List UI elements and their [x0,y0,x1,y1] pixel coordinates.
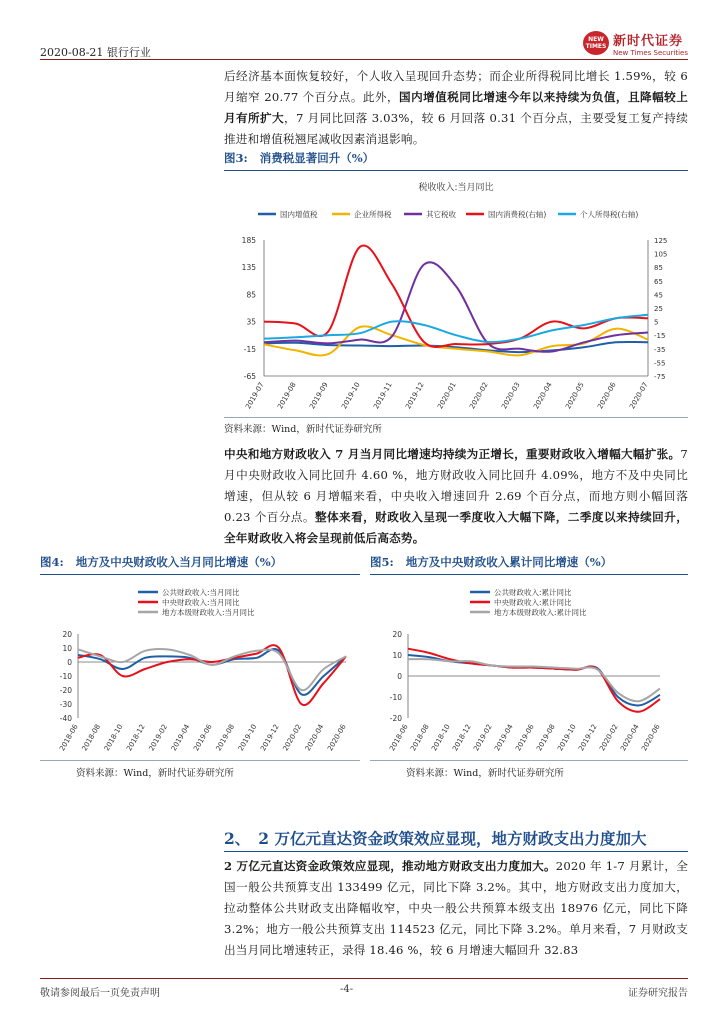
y-tick-1: 10 [62,644,72,653]
y-tick-2: 0 [67,658,72,667]
logo [583,30,688,56]
y-left-tick-0: 185 [241,236,256,245]
legend-label-2: 地方本级财政收入:累计同比 [494,608,587,617]
figure3-source: 资料来源：Wind，新时代证券研究所 [224,424,382,435]
x-tick-9: 2019-12 [577,723,599,753]
figure4-source-rule [40,760,360,761]
x-tick-8: 2019-10 [236,723,259,753]
y-tick-4: -20 [59,686,72,695]
x-tick-3: 2019-10 [340,381,362,411]
x-tick-7: 2019-08 [535,723,557,753]
figure5-caption: 地方及中央财政收入累计同比增速（%） [405,555,613,569]
figure5-chart [370,578,688,758]
para1-bold-1: 国内增值税同比增速今年以来持续为负值，且降幅较上月有所扩大 [224,90,688,125]
x-tick-11: 2020-04 [619,723,641,753]
y-tick-3: -10 [59,672,72,681]
x-tick-3: 2018-12 [125,723,147,753]
header-date-industry: 2020-08-21 银行行业 [40,46,151,59]
para1-text-2: ，7 月同比回落 3.03%，较 6 月回落 0.31 个百分点，主要受复工复产持续推进和增值税翘尾减收因素消退影响。 [224,111,688,146]
x-tick-9: 2019-12 [259,723,281,753]
y-tick-0: 20 [392,630,402,639]
para2-bold-2: 整体来看，财政收入呈现一季度收入大幅下降，二季度以来持续回升，全年财政收入将会呈现前低后高态势。 [224,510,689,545]
x-tick-10: 2020-02 [281,723,304,753]
series-line-3 [264,245,648,346]
y-right-tick-6: 5 [654,318,659,327]
y-left-tick-4: -15 [243,344,256,354]
legend-label-2: 其它税收 [426,210,456,219]
x-tick-12: 2020-06 [640,723,662,753]
figure3-title-rule [224,170,688,171]
x-tick-0: 2018-06 [388,723,410,753]
x-tick-4: 2019-02 [472,723,494,753]
series-line-1 [408,649,660,712]
y-tick-2: 0 [397,672,402,681]
legend-label-2: 地方本级财政收入:当月同比 [162,608,255,617]
para3-bold-1: 2 万亿元直达资金政策效应显现，推动地方财政支出力度加大。 [224,859,556,873]
section2-title: 2 万亿元直达资金政策效应显现，地方财政支出力度加大 [258,829,647,848]
footer-rule [40,978,688,979]
figure3-label: 图3: [224,151,248,165]
series-line-4 [264,315,648,342]
y-tick-0: 20 [62,630,72,639]
y-tick-5: -30 [59,700,72,709]
x-tick-2: 2019-09 [308,381,330,411]
y-tick-4: -20 [389,714,402,723]
legend-label-0: 国内增值税 [280,210,318,219]
figure5-source-rule [370,760,688,761]
x-tick-12: 2020-07 [628,381,650,411]
logo-en: New Times Securities [613,48,688,57]
footer-report-type: 证券研究报告 [628,988,688,999]
x-tick-8: 2019-10 [556,723,578,753]
logo-mark: NEW TIMES [583,31,609,55]
series-line-0 [408,655,660,705]
para2-bold-1: 中央和地方财政收入 7 月当月同比增速均持续为正增长，重要财政收入增幅大幅扩张。 [224,447,681,461]
figure4-title [40,552,282,572]
series-line-2 [408,659,660,701]
section2-number: 2、 [224,829,251,848]
x-tick-10: 2020-02 [598,723,620,753]
x-tick-12: 2020-06 [326,723,348,753]
series-line-2 [78,649,346,690]
paragraph-2 [224,444,688,549]
figure4-caption: 地方及中央财政收入当月同比增速（%） [75,555,283,569]
x-tick-6: 2020-01 [436,381,458,411]
chart-title: 税收收入:当月同比 [418,183,494,193]
y-left-tick-1: 135 [241,263,256,273]
x-tick-11: 2020-06 [596,381,618,411]
figure4-title-rule [40,574,360,575]
legend-label-1: 中央财政收入:当月同比 [162,598,240,607]
y-tick-1: 10 [392,651,402,660]
page-number: -4- [340,984,354,995]
x-tick-4: 2019-11 [372,381,394,411]
legend-label-3: 国内消费税(右轴) [488,210,547,219]
figure5-source: 资料来源：Wind，新时代证券研究所 [406,768,564,779]
legend-label-0: 公共财政收入:累计同比 [494,588,572,597]
x-tick-8: 2020-03 [500,381,522,411]
figure3-chart [224,176,688,416]
paragraph-1 [224,66,688,150]
y-right-tick-3: 65 [654,277,663,286]
figure3-caption: 消费税显著回升（%） [259,151,375,165]
y-tick-6: -40 [59,714,72,723]
para3-text-1: 2020 年 1-7 月累计，全国一般公共预算支出 133499 亿元，同比下降 3.2%。其中，地方财政支出力度加大，拉动整体公共财政支出降幅收窄，中央一般公共预算本级支出 18976 亿元，同比下降 3.2%；地方一般公共预算支出 114523 亿元，同比下降 3.2%。单月来看，7 月财政支出当月同比增速转正，录得 18.46 %，较 6 月增速大幅回升 32.83 [224,859,688,957]
legend-label-4: 个人所得税(右轴) [580,210,639,219]
figure5-title [370,552,612,572]
y-right-tick-2: 85 [654,264,663,273]
x-tick-5: 2019-12 [404,381,426,411]
page-header [40,30,688,60]
paragraph-3 [224,856,688,961]
y-left-tick-5: -65 [243,372,256,381]
x-tick-0: 2019-07 [244,381,266,411]
y-right-tick-4: 45 [654,291,663,300]
x-tick-3: 2018-12 [451,723,473,753]
logo-cn: 新时代证券 [613,33,684,49]
figure5-label: 图5: [370,555,394,569]
x-tick-7: 2019-08 [214,723,237,753]
figure5-title-rule [370,574,688,575]
x-tick-9: 2020-04 [532,381,554,411]
legend-label-0: 公共财政收入:当月同比 [162,588,240,597]
x-tick-0: 2018-06 [58,723,80,753]
y-right-tick-5: 25 [654,305,663,313]
x-tick-7: 2020-02 [468,381,490,411]
x-tick-6: 2019-06 [192,723,214,753]
x-tick-1: 2019-08 [276,381,298,411]
y-right-tick-10: -75 [654,373,666,381]
section2-rule [224,851,688,852]
x-tick-1: 2018-08 [80,723,103,753]
figure3-title [224,148,374,168]
para2-text-1: 7 月中央财政收入同比回升 4.60 %，地方财政收入同比回升 4.09%，地方不及中央同比增速，但从较 6 月增幅来看，中央收入增速回升 2.69 个百分点，而地方则小幅回落 0.23 个百分点。 [224,447,688,524]
series-line-2 [264,262,648,352]
y-right-tick-0: 125 [654,237,668,245]
x-tick-2: 2018-10 [430,723,452,753]
figure4-source: 资料来源：Wind，新时代证券研究所 [76,768,234,779]
y-tick-3: -10 [389,693,402,702]
y-right-tick-9: -55 [654,359,666,368]
para1-text-1: 后经济基本面恢复较好，个人收入呈现回升态势；而企业所得税同比增长 1.59%，较 6 月缩窄 20.77 个百分点。此外， [224,69,688,104]
x-tick-10: 2020-05 [564,381,586,411]
footer-disclaimer: 敬请参阅最后一页免责声明 [40,988,160,999]
x-tick-6: 2019-06 [514,723,536,753]
figure3-source-rule [224,417,688,418]
y-right-tick-1: 105 [654,250,668,259]
series-line-1 [78,645,346,705]
y-left-tick-3: 35 [246,317,256,327]
x-tick-1: 2018-08 [409,723,431,753]
y-left-tick-2: 85 [246,290,256,300]
x-tick-5: 2019-04 [169,723,192,753]
figure4-chart [40,578,360,758]
y-right-tick-7: -15 [654,332,666,341]
y-right-tick-8: -35 [654,345,666,354]
section2-heading [224,827,688,851]
x-tick-5: 2019-04 [493,723,515,753]
figure4-label: 图4: [40,555,64,569]
logo-text [613,30,688,57]
legend-label-1: 企业所得税 [354,210,392,219]
x-tick-4: 2019-02 [147,723,170,753]
x-tick-11: 2020-04 [303,723,326,753]
legend-label-1: 中央财政收入:累计同比 [494,598,572,607]
x-tick-2: 2018-10 [102,723,125,753]
header-rule [40,59,688,60]
